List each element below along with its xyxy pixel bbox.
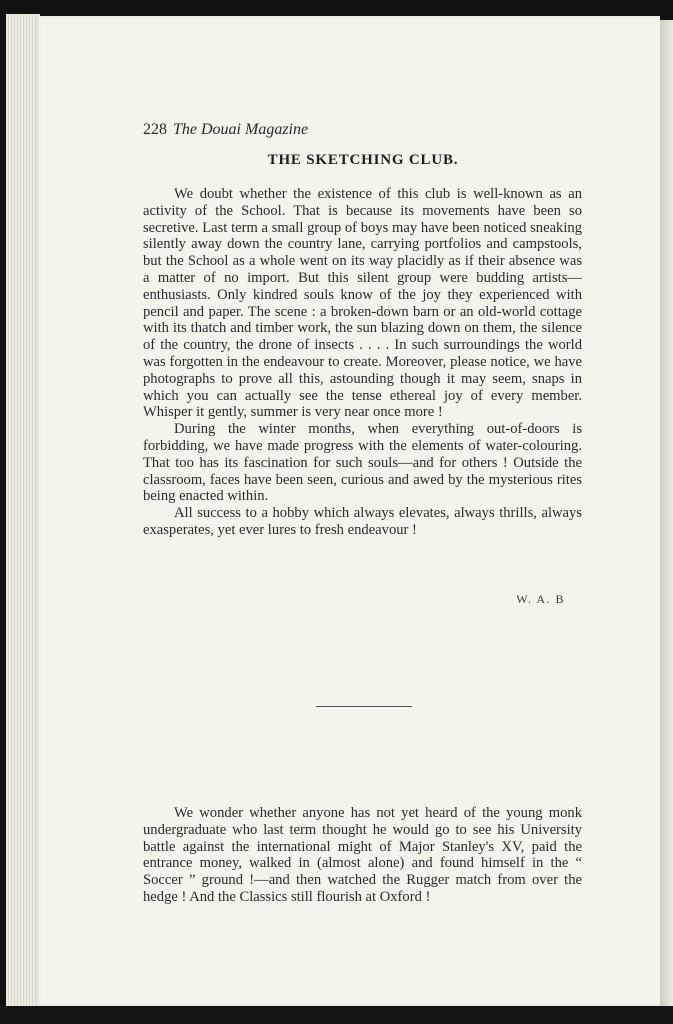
page-number: 228 [143, 121, 167, 138]
note-paragraph: We wonder whether anyone has not yet heard of the young monk undergraduate who last term thought he would go to see his University battle against the international might of Major Stanley's XV, paid the entrance money, walked in (almost alone) and found himself in the “ Soccer ” ground !—and then watched the Rugger match from over the hedge ! And the Classics still flourish at Oxford ! [143, 805, 582, 905]
adjacent-page-edge [660, 20, 673, 1006]
article-title: THE SKETCHING CLUB. [267, 152, 459, 168]
magazine-title: The Douai Magazine [173, 121, 309, 138]
scan-bottom-band [0, 1006, 673, 1024]
article-paragraph: During the winter months, when everything out-of-doors is forbidding, we have made progress with the elements of water-colouring. That too has its fascination for such souls—and for others ! Outside the classroom, faces have been seen, curious and awed by the mysterious rites being enacted within. [143, 421, 582, 505]
running-header [143, 121, 308, 139]
section-divider [316, 706, 412, 707]
article-paragraph: All success to a hobby which always elevates, always thrills, always exasperates, yet ever lures to fresh endeavour ! [143, 505, 582, 538]
article-body [143, 186, 582, 539]
note-body [143, 805, 582, 906]
page-edges [6, 14, 40, 1006]
author-signature: W. A. B [516, 592, 565, 606]
article-paragraph: We doubt whether the existence of this club is well-known as an activity of the School. That is because its movements have been so secretive. Last term a small group of boys may have been noticed sneaking silently away down the country lane, carrying portfolios and campstools, but the School as a whole went on its way placidly as if their absence was a matter of no import. But this silent group were budding artists—enthusiasts. Only kindred souls know of the joy they experienced with pencil and paper. The scene : a broken-down barn or an old-world cottage with its thatch and timber work, the sun blazing down on them, the silence of the country, the drone of insects . . . . In such surroundings the world was forgotten in the endeavour to create. Moreover, please notice, we have photographs to prove all this, astounding though it may seem, snaps in which you can actually see the tense ethereal joy of every member. Whisper it gently, summer is very near once more ! [143, 186, 582, 421]
